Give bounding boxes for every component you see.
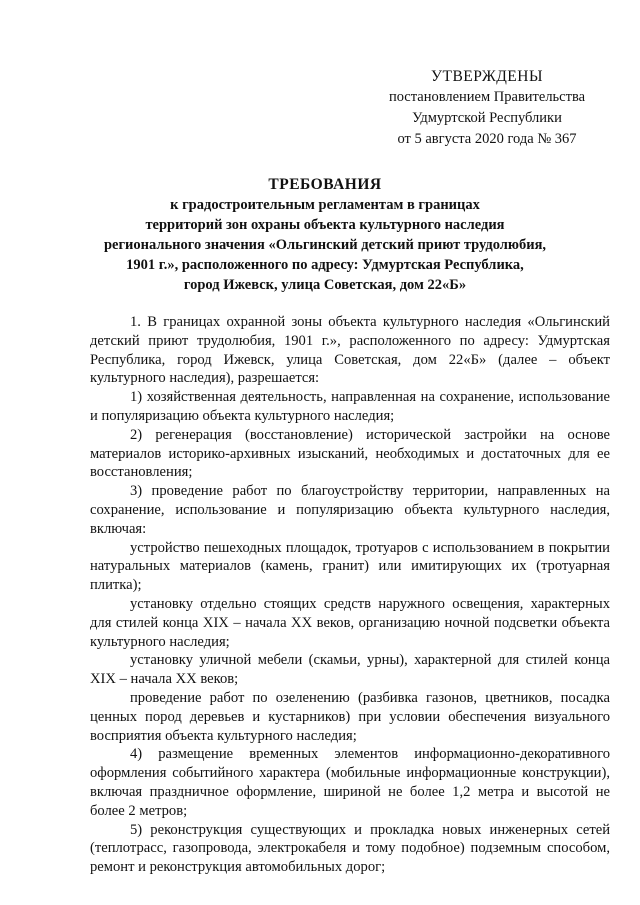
approval-block [372, 66, 602, 150]
approval-line-1: постановлением Правительства [388, 89, 586, 105]
paragraph-item-5: 5) реконструкция существующих и прокладка новых инженерных сетей (теплотрасс, газопровода, электрокабеля и тому подобное) подземным способом, ремонт и реконструкция автомобильных дорог; [90, 821, 610, 876]
paragraph-subitem-lighting: установку отдельно стоящих средств наружного освещения, характерных для стилей конца XIX – начала XX веков, организацию ночной подсветки объекта культурного наследия; [90, 595, 610, 650]
approval-line-3: от 5 августа 2020 года № 367 [397, 131, 577, 147]
heading-line-2: территорий зон охраны объекта культурного наследия [145, 217, 505, 233]
paragraph-1: 1. В границах охранной зоны объекта культурного наследия «Ольгинский детский приют трудолюбия, 1901 г.», расположенного по адресу: Удмуртская Республика, город Ижевск, улица Советская, дом 22«Б» (далее – объект культурного наследия), разрешается: [90, 314, 610, 387]
paragraph-subitem-pedestrian: устройство пешеходных площадок, тротуаров с использованием в покрытии натуральных материалов (камень, гранит) или имитирующих их (тротуарная плитка); [90, 539, 610, 594]
heading-line-5: город Ижевск, улица Советская, дом 22«Б» [183, 277, 467, 293]
paragraph-subitem-furniture: установку уличной мебели (скамьи, урны), характерной для стилей конца XIX – начала XX веков; [90, 652, 610, 688]
heading-line-3: регионального значения «Ольгинский детский приют трудолюбия, [103, 237, 547, 253]
paragraph-item-2: 2) регенерация (восстановление) исторической застройки на основе материалов историко-архивных изысканий, необходимых и достаточных для ее восстановления; [90, 426, 610, 481]
paragraph-item-3: 3) проведение работ по благоустройству территории, направленных на сохранение, использование и популяризацию объекта культурного наследия, включая: [90, 483, 610, 537]
paragraph-item-4: 4) размещение временных элементов информационно-декоративного оформления событийного характера (мобильные информационные конструкции), включая праздничное оформление, шириной не более 1,2 метра и высотой не более 2 метров; [90, 746, 610, 819]
document-heading [90, 175, 560, 295]
approval-title: УТВЕРЖДЕНЫ [431, 68, 543, 85]
document-body [90, 313, 610, 877]
heading-line-1: к градостроительным регламентам в границах [170, 197, 480, 213]
paragraph-subitem-greening: проведение работ по озеленению (разбивка газонов, цветников, посадка ценных пород деревьев и кустарников) при условии обеспечения визуального восприятия объекта культурного наследия; [90, 689, 610, 744]
approval-line-2: Удмуртской Республики [412, 110, 562, 126]
heading-line-4: 1901 г.», расположенного по адресу: Удмуртская Республика, [126, 257, 524, 273]
document-title: ТРЕБОВАНИЯ [268, 176, 382, 193]
paragraph-item-1: 1) хозяйственная деятельность, направленная на сохранение, использование и популяризацию объекта культурного наследия; [90, 389, 610, 424]
